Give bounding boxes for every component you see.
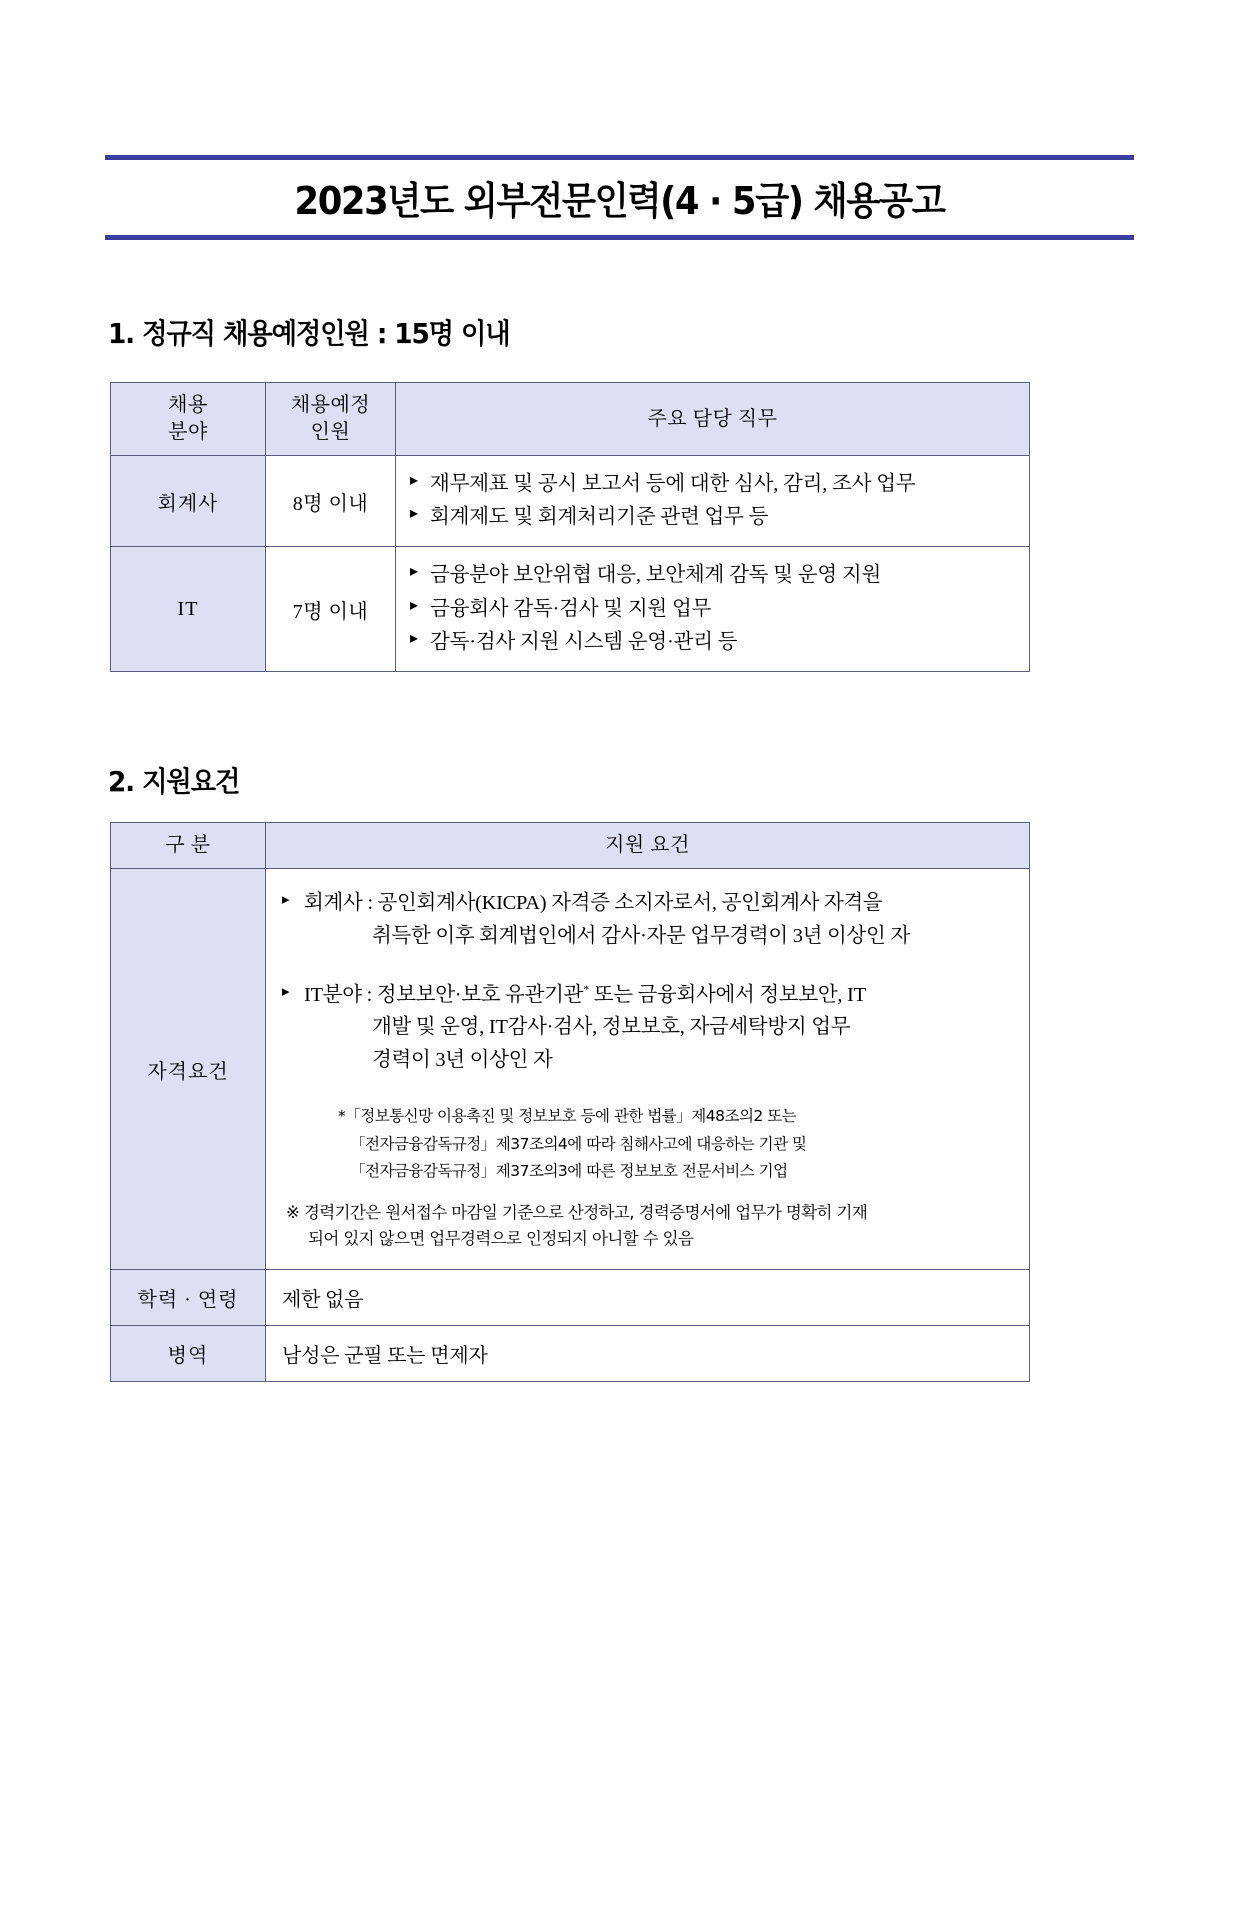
list-item: ▸ 금융분야 보안위협 대응, 보안체계 감독 및 운영 지원 [410, 559, 1019, 592]
table-row [111, 869, 1030, 1270]
table-row [111, 547, 1030, 672]
title-rule-bottom [105, 235, 1134, 240]
footnote-text [282, 1103, 1015, 1186]
title-block [105, 155, 1134, 240]
duty-list [410, 559, 1019, 659]
column-header-duties [396, 383, 1030, 456]
recruitment-plan-table [110, 382, 1030, 672]
row-value-qualification [266, 869, 1030, 1270]
requirement-it [282, 979, 1015, 1077]
row-value-military: 남성은 군필 또는 면제자 [266, 1326, 1030, 1382]
row-label-qualification: 자격요건 [111, 869, 266, 1270]
row-count-accountant: 8명 이내 [266, 456, 396, 547]
row-field-accountant: 회계사 [111, 456, 266, 547]
table-row [111, 456, 1030, 547]
note-text [282, 1200, 1015, 1253]
column-header-requirement [266, 823, 1030, 869]
column-header-count-line2: 인원 [310, 421, 351, 443]
requirement-accountant [282, 887, 1015, 953]
row-label-education: 학력 · 연령 [111, 1270, 266, 1326]
column-header-division-label: 구 분 [165, 834, 211, 857]
section-1-heading: 1. 정규직 채용예정인원 : 15명 이내 [108, 317, 510, 350]
page-title: 2023년도 외부전문인력(4 · 5급) 채용공고 [294, 179, 945, 223]
footnote-line3: 「전자금융감독규정」제37조의3에 따른 정보보호 전문서비스 기업 [350, 1162, 788, 1181]
table-row [111, 1270, 1030, 1326]
row-label-military: 병역 [111, 1326, 266, 1382]
list-item: ▸ 금융회사 감독·검사 및 지원 업무 [410, 593, 1019, 626]
column-header-division [111, 823, 266, 869]
requirement-accountant-line2: 취득한 이후 회계법인에서 감사·자문 업무경력이 3년 이상인 자 [372, 924, 910, 947]
list-item: ▸ 감독·검사 지원 시스템 운영·관리 등 [410, 626, 1019, 659]
column-header-count [266, 383, 396, 456]
column-header-field-line2: 분야 [168, 421, 208, 443]
requirement-accountant-text [282, 887, 1015, 953]
duty-list [410, 468, 1019, 534]
footnote-line1: *「정보통신망 이용촉진 및 정보보호 등에 관한 법률」제48조의2 또는 [338, 1107, 797, 1125]
row-count-it: 7명 이내 [266, 547, 396, 672]
column-header-count-line1: 채용예정 [290, 394, 371, 416]
column-header-requirement-label: 지원 요건 [605, 834, 690, 857]
column-header-duties-label: 주요 담당 직무 [647, 407, 778, 430]
note-line1: ※ 경력기간은 원서접수 마감일 기준으로 산정하고, 경력증명서에 업무가 명확히 기재 [286, 1202, 868, 1222]
requirement-it-line3: 경력이 3년 이상인 자 [372, 1049, 553, 1072]
table-header-row [111, 383, 1030, 456]
note-line2: 되어 있지 않으면 업무경력으로 인정되지 아니할 수 있음 [308, 1229, 694, 1249]
requirement-it-line2: 개발 및 운영, IT감사·검사, 정보보호, 자금세탁방지 업무 [372, 1016, 851, 1039]
requirement-it-text [282, 979, 1015, 1077]
column-header-field-line1: 채용 [168, 394, 208, 416]
list-item: ▸ 회계제도 및 회계처리기준 관련 업무 등 [410, 501, 1019, 534]
section-2-heading: 2. 지원요건 [108, 765, 240, 799]
list-item: ▸ 재무제표 및 공시 보고서 등에 대한 심사, 감리, 조사 업무 [410, 468, 1019, 501]
requirement-accountant-line1: 회계사 : 공인회계사(KICPA) 자격증 소지자로서, 공인회계사 자격을 [304, 892, 883, 915]
row-duties-it [396, 547, 1030, 672]
row-duties-accountant [396, 456, 1030, 547]
eligibility-table [110, 822, 1030, 1382]
table-row [111, 1326, 1030, 1382]
row-value-education: 제한 없음 [266, 1270, 1030, 1326]
table-header-row [111, 823, 1030, 869]
column-header-field [111, 383, 266, 456]
requirement-it-line1-after-sup: 또는 금융회사에서 정보보안, IT [588, 983, 866, 1006]
footnote-line2: 「전자금융감독규정」제37조의4에 따라 침해사고에 대응하는 기관 및 [350, 1134, 807, 1153]
row-field-it: IT [111, 547, 266, 672]
footnote-marker: * [583, 981, 589, 996]
requirement-it-line1-before-sup: IT분야 : 정보보안·보호 유관기관 [304, 983, 584, 1006]
document-page [0, 155, 1239, 1907]
